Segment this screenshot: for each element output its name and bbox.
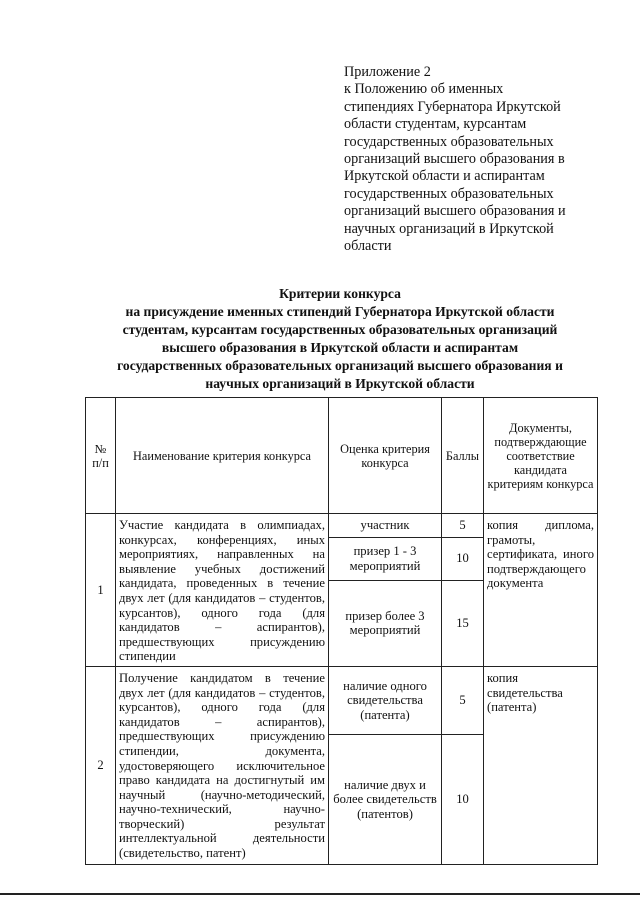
header-points: Баллы [442,398,484,514]
title-line: на присуждение именных стипендий Губернатора Иркутской области [125,304,555,319]
title-line: научных организаций в Иркутской области [205,376,475,391]
title-line: Критерии конкурса [279,286,401,301]
row-num: 2 [86,666,116,864]
appendix-line: государственных образовательных [344,185,554,202]
table-header-row [86,398,598,514]
criterion-documents: копия диплома, грамоты, сертификата, иного подтверждающего документа [484,514,598,667]
appendix-line: Приложение 2 [344,64,431,80]
table-row [86,666,598,734]
header-docs: Документы, подтверждающие соответствие кандидата критериям конкурса [484,398,598,514]
appendix-line: государственных образовательных [344,133,554,150]
criterion-evaluation: призер 1 - 3 мероприятий [329,537,442,580]
appendix-line: области студентам, курсантам [344,116,527,133]
criterion-points: 5 [442,514,484,538]
title-line: государственных образовательных организаций высшего образования и [117,358,563,373]
appendix-line: организаций высшего образования и [344,203,566,220]
table-row [86,514,598,538]
page-bottom-border [0,893,640,895]
appendix-line: научных организаций в Иркутской [344,220,554,237]
title-line: студентам, курсантам государственных образовательных организаций [122,322,558,337]
criterion-points: 15 [442,580,484,666]
criterion-points: 5 [442,666,484,734]
criterion-evaluation: участник [329,514,442,538]
appendix-line: стипендиях Губернатора Иркутской [344,98,561,115]
criterion-evaluation: наличие одного свидетельства (патента) [329,666,442,734]
appendix-line: к Положению об именных [344,81,504,98]
criterion-documents: копия свидетельства (патента) [484,666,598,864]
criterion-name: Участие кандидата в олимпиадах, конкурсах, конференциях, иных мероприятиях, направленных на выявление учебных достижений кандидата, проведенных в течение двух лет (для кандидатов – студентов, курсантов), одного года (для кандидатов – аспирантов), предшествующих присуждению стипендии [116,514,329,667]
appendix-line: организаций высшего образования в [344,151,565,168]
criterion-points: 10 [442,537,484,580]
header-name: Наименование критерия конкурса [116,398,329,514]
criterion-evaluation: наличие двух и более свидетельств (патентов) [329,734,442,864]
appendix-line: Иркутской области и аспирантам [344,168,545,185]
criterion-evaluation: призер более 3 мероприятий [329,580,442,666]
document-title [60,285,620,393]
criterion-name: Получение кандидатом в течение двух лет (для кандидатов – студентов, курсантов), одного года (для кандидатов – аспирантов), предшествующих присуждению стипендии, документа, удостоверяющего исключительное право кандидата на достигнутый им научный (научно-методический, научно-технический, научно-творческий) результат интеллектуальной деятельности (свидетельство, патент) [116,666,329,864]
criterion-points: 10 [442,734,484,864]
title-line: высшего образования в Иркутской области и аспирантам [161,340,519,355]
header-num: № п/п [86,398,116,514]
appendix-line: области [344,238,392,255]
appendix-note [344,64,594,255]
criteria-table [85,397,598,865]
header-eval: Оценка критерия конкурса [329,398,442,514]
row-num: 1 [86,514,116,667]
